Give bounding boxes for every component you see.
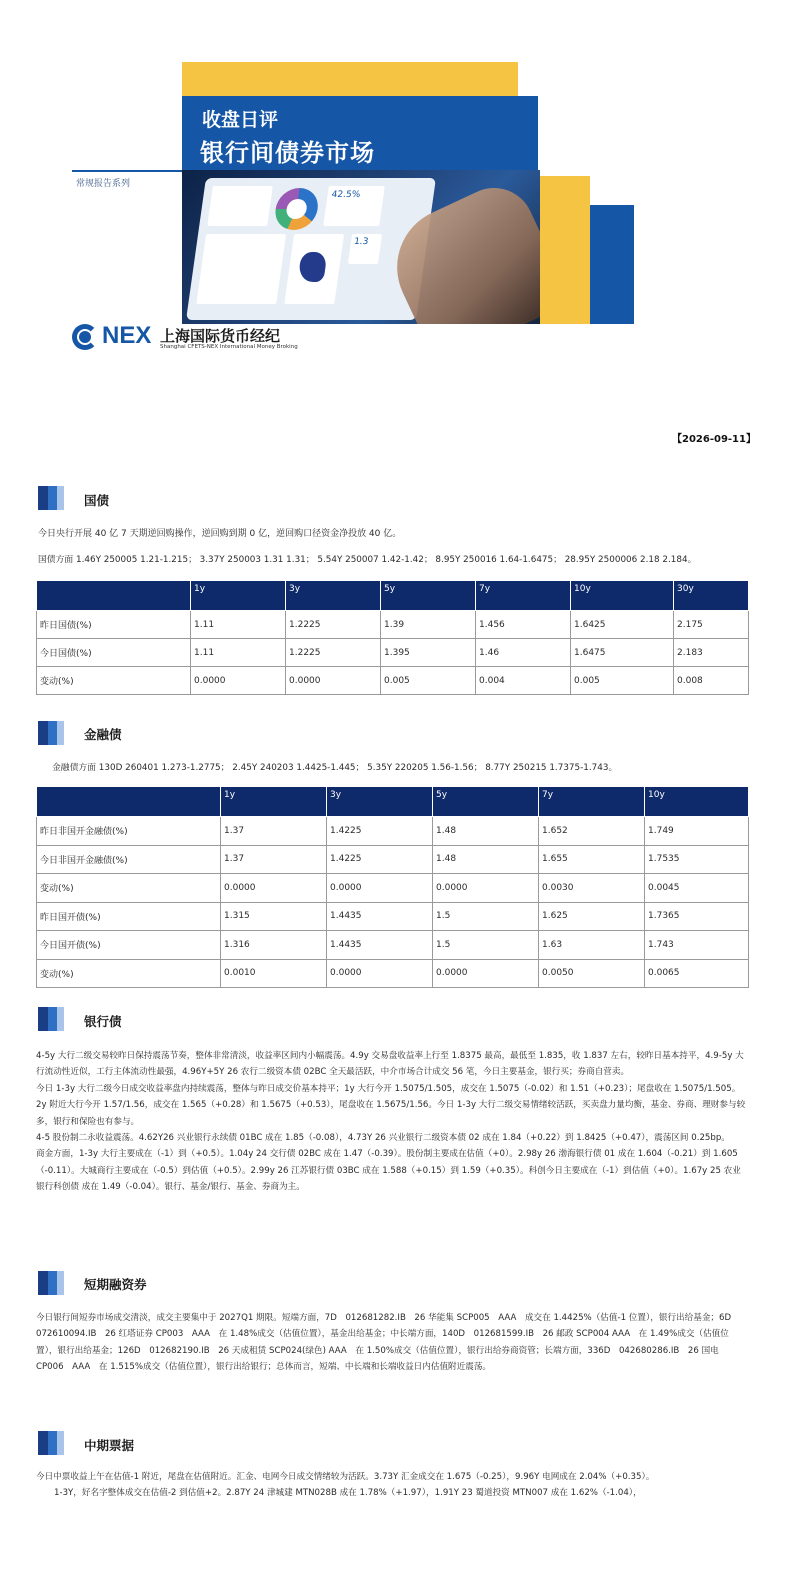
table-cell: 1.48 [433, 817, 539, 846]
yinhang-paragraphs [36, 1048, 748, 1196]
dashboard-list [196, 234, 286, 304]
table-row-label: 变动(%) [37, 667, 191, 695]
table-cell: 1.2225 [286, 611, 381, 639]
section-title-jinrong: 金融债 [84, 727, 122, 742]
cover-photo [182, 170, 540, 324]
logo-cn-text: 上海国际货币经纪 [160, 327, 281, 345]
dashboard-metric: 42.5% [323, 186, 385, 226]
table-header-cell [37, 787, 221, 817]
section-bar-icon [38, 1007, 66, 1031]
table-cell: 0.0000 [433, 959, 539, 988]
table-header-cell: 7y [539, 787, 645, 817]
section-title-zhongqi: 中期票据 [84, 1438, 135, 1453]
yinhang-paragraph-4: 商金方面，1-3y 大行主要成在（-1）到（+0.5）。1.04y 24 交行债 02BC 成在 1.47（-0.39）。股份制主要成在估值（+0）。2.98y 26 渤海银行债 01 成在 1.604（-0.21）到 1.605（-0.11）。大城商行主要成在（-0.5）到估值（+0.5）。2.99y 26 江苏银行债 03BC 成在 1.588（+0.15）到 1.59（+0.35）。科创今日主要成在（-1）到估值（+0）。1.67y 25 农业银行科创债 成在 1.49（-0.04）。银行、基金/银行、基金、券商为主。 [36, 1149, 741, 1193]
table-cell: 1.6475 [571, 639, 674, 667]
table-cell: 1.39 [381, 611, 476, 639]
yinhang-paragraph-2: 今日 1-3y 大行二级今日成交收益率盘内持续震荡，整体与昨日成交价基本持平；1y 大行今开 1.5075/1.505，成交在 1.5075（-0.02）和 1.51（+0.23）；尾盘收在 1.5075/1.505。2y 附近大行今开 1.57/1.56，成交在 1.565（+0.28）和 1.5675（+0.53），尾盘收在 1.5675/1.56。今日 1-3y 大行二级交易情绪较活跃，买卖盘力量均衡，基金、券商、理财参与较多，银行和保险也有参与。 [36, 1083, 746, 1127]
table-header-cell [37, 581, 191, 611]
cover-title: 收盘日评 [202, 109, 279, 131]
table-cell: 0.0000 [433, 874, 539, 903]
table-row [37, 667, 749, 695]
table-row-label: 变动(%) [37, 874, 221, 903]
report-series-label: 常规报告系列 [76, 179, 131, 189]
table-header-row [37, 581, 749, 611]
table-row [37, 611, 749, 639]
dashboard-map [284, 234, 344, 304]
table-row [37, 817, 749, 846]
table-row-label: 昨日非国开金融债(%) [37, 817, 221, 846]
table-cell: 0.004 [476, 667, 571, 695]
logo-dot-icon [79, 331, 91, 343]
table-header-cell: 10y [571, 581, 674, 611]
dashboard-card [207, 186, 273, 226]
table-header-cell: 1y [191, 581, 286, 611]
table-header-cell: 10y [645, 787, 749, 817]
table-cell: 0.0045 [645, 874, 749, 903]
table-row [37, 845, 749, 874]
section-bar-icon [38, 1431, 66, 1455]
table-cell: 2.175 [674, 611, 749, 639]
section-title-yinhang: 银行债 [84, 1014, 122, 1029]
zhongqi-paragraph-1: 今日中票收益上午在估值-1 附近，尾盘在估值附近。汇金、电网今日成交情绪较为活跃。3.73Y 汇金成交在 1.675（-0.25），9.96Y 电网成在 2.04%（+0.35）。 [36, 1472, 655, 1482]
table-row-label: 昨日国开债(%) [37, 902, 221, 931]
table-cell: 0.0030 [539, 874, 645, 903]
table-header-cell: 5y [433, 787, 539, 817]
table-cell: 1.4225 [327, 817, 433, 846]
table-cell: 0.005 [381, 667, 476, 695]
jinrong-yield-table [36, 786, 749, 988]
duanrong-paragraph-1: 今日银行间短券市场成交清淡，成交主要集中于 2027Q1 期限。短端方面，7D 012681282.IB 26 华能集 SCP005 AAA 成交在 1.4425%（估值-1 位置），银行出给基金；6D 072610094.IB 26 红塔证券 CP003 AAA 在 1.48%成交（估值位置），基金出给基金；中长端方面，140D 012681599.IB 26 邮政 SCP004 AAA 在 1.49%成交（估值位置），银行出给基金；126D 012682190.IB 26 天成租赁 SCP024(绿色) AAA 在 1.50%成交（估值位置），银行出给券商资管；长端方面，336D 042680286.IB 26 国电 CP006 AAA 在 1.515%成交（估值位置），银行出给银行；总体而言，短端、中长端和长端收益日内估值附近震荡。 [36, 1313, 740, 1373]
cover-blue-block [590, 205, 634, 324]
zhongqi-paragraphs [36, 1469, 748, 1502]
table-cell: 0.0050 [539, 959, 645, 988]
map-shape-icon [297, 252, 327, 282]
section-title-duanrong: 短期融资券 [84, 1277, 147, 1292]
jinrong-paragraph-1: 金融债方面 130D 260401 1.273-1.2775； 2.45Y 240203 1.4425-1.445； 5.35Y 220205 1.56-1.56； 8.77Y 250215 1.7375-1.743。 [52, 763, 618, 773]
table-cell: 1.7365 [645, 902, 749, 931]
table-cell: 1.395 [381, 639, 476, 667]
table-cell: 1.652 [539, 817, 645, 846]
donut-chart-icon [273, 188, 321, 230]
table-header-cell: 3y [327, 787, 433, 817]
table-header-cell: 1y [221, 787, 327, 817]
table-cell: 1.63 [539, 931, 645, 960]
table-cell: 0.0000 [286, 667, 381, 695]
logo-nex-text: NEX [102, 322, 152, 349]
table-row [37, 902, 749, 931]
table-cell: 1.4435 [327, 931, 433, 960]
table-cell: 1.2225 [286, 639, 381, 667]
table-cell: 1.5 [433, 931, 539, 960]
table-row [37, 931, 749, 960]
yinhang-paragraph-3: 4-5 股份制二永收益震荡。4.62Y26 兴业银行永续债 01BC 成在 1.85（-0.08），4.73Y 26 兴业银行二级资本债 02 成在 1.84（+0.22）到 1.8425（+0.47），震荡区间 0.25bp。 [36, 1133, 730, 1144]
yinhang-paragraph-1: 4-5y 大行二级交易较昨日保持震荡节奏，整体非常清淡，收益率区间内小幅震荡。4.9y 交易盘收益率上行至 1.8375 最高，最低至 1.835，收 1.837 左右，较昨日基本持平，4.9-5y 大行流动性近似，工行主体流动性最强，4.96Y+5Y 26 农行二级资本债 02BC 全天最活跃，中介市场合计成交 56 笔，今日主要基金，银行买；券商自营卖。 [36, 1051, 744, 1078]
table-cell: 1.4225 [327, 845, 433, 874]
table-header-cell: 7y [476, 581, 571, 611]
guozhai-paragraph-1: 今日央行开展 40 亿 7 天期逆回购操作，逆回购到期 0 亿，逆回购口径资金净投放 40 亿。 [38, 529, 402, 539]
table-cell: 1.749 [645, 817, 749, 846]
section-bar-icon [38, 486, 66, 510]
table-cell: 1.315 [221, 902, 327, 931]
table-row-label: 今日非国开金融债(%) [37, 845, 221, 874]
table-cell: 1.46 [476, 639, 571, 667]
section-bar-icon [38, 1271, 66, 1295]
guozhai-paragraph-2: 国债方面 1.46Y 250005 1.21-1.215； 3.37Y 250003 1.31 1.31； 5.54Y 250007 1.42-1.42； 8.95Y 250016 1.64-1.6475； 28.95Y 2500006 2.18 2.184。 [38, 555, 697, 565]
table-cell: 0.0065 [645, 959, 749, 988]
guozhai-yield-table [36, 580, 749, 695]
table-row [37, 639, 749, 667]
table-cell: 1.11 [191, 611, 286, 639]
table-cell: 1.6425 [571, 611, 674, 639]
table-cell: 1.456 [476, 611, 571, 639]
table-cell: 1.625 [539, 902, 645, 931]
table-cell: 0.0010 [221, 959, 327, 988]
table-header-cell: 30y [674, 581, 749, 611]
dashboard-value: 1.3 [348, 234, 382, 264]
table-cell: 0.0000 [221, 874, 327, 903]
table-cell: 0.008 [674, 667, 749, 695]
table-cell: 0.0000 [327, 874, 433, 903]
logo-en-text: Shanghai CFETS-NEX International Money Broking [160, 344, 298, 350]
table-cell: 1.655 [539, 845, 645, 874]
table-row [37, 874, 749, 903]
report-date: 【2026-09-11】 [672, 434, 756, 445]
table-cell: 1.11 [191, 639, 286, 667]
cover-subtitle: 银行间债券市场 [200, 139, 375, 167]
table-row-label: 今日国开债(%) [37, 931, 221, 960]
zhongqi-paragraph-2: 1-3Y，好名字整体成交在估值-2 到估值+2。2.87Y 24 津城建 MTN028B 成在 1.78%（+1.97），1.91Y 23 蜀道投资 MTN007 成在 1.62%（-1.04）， [54, 1488, 642, 1499]
table-header-row [37, 787, 749, 817]
table-row-label: 今日国债(%) [37, 639, 191, 667]
table-cell: 1.316 [221, 931, 327, 960]
table-header-cell: 3y [286, 581, 381, 611]
table-row-label: 变动(%) [37, 959, 221, 988]
table-cell: 1.7535 [645, 845, 749, 874]
cover-divider [72, 170, 182, 172]
table-cell: 1.37 [221, 817, 327, 846]
table-cell: 2.183 [674, 639, 749, 667]
section-title-guozhai: 国债 [84, 493, 110, 508]
table-cell: 1.743 [645, 931, 749, 960]
table-cell: 0.0000 [191, 667, 286, 695]
table-header-cell: 5y [381, 581, 476, 611]
cover-yellow-band [182, 62, 518, 96]
cover-yellow-block [540, 176, 590, 324]
company-logo [72, 322, 302, 358]
table-cell: 0.005 [571, 667, 674, 695]
table-cell: 1.5 [433, 902, 539, 931]
table-row-label: 昨日国债(%) [37, 611, 191, 639]
table-cell: 1.48 [433, 845, 539, 874]
table-cell: 0.0000 [327, 959, 433, 988]
table-cell: 1.37 [221, 845, 327, 874]
section-bar-icon [38, 721, 66, 745]
table-cell: 1.4435 [327, 902, 433, 931]
table-row [37, 959, 749, 988]
